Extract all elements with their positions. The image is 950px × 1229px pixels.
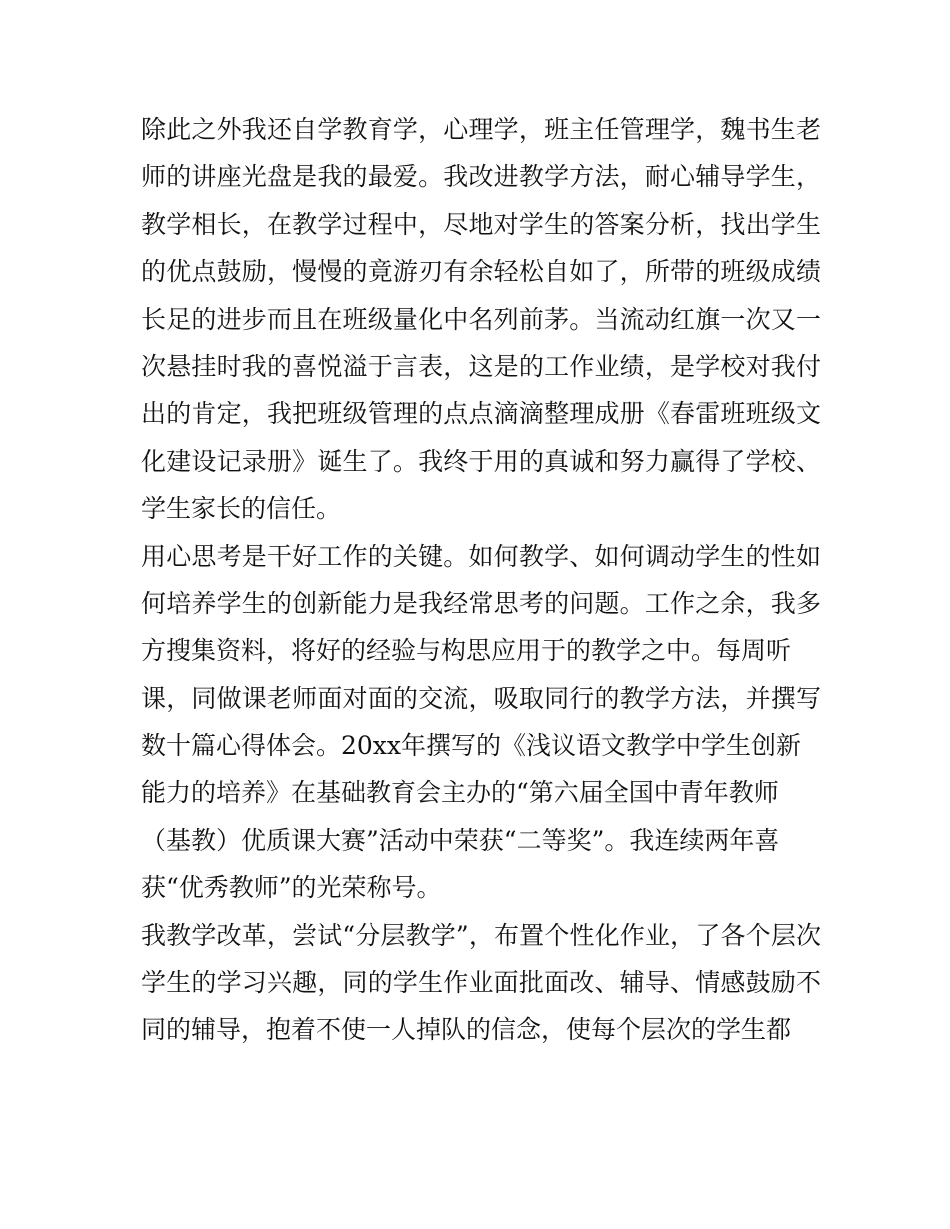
text-line: 除此之外我还自学教育学，心理学，班主任管理学，魏书生老 bbox=[141, 115, 821, 144]
text-line: 学生家长的信任。 bbox=[141, 494, 342, 524]
text-line: 次悬挂时我的喜悦溢于言表，这是的工作业绩，是学校对我付 bbox=[141, 351, 821, 381]
text-line: 化建设记录册》诞生了。我终于用的真诚和努力赢得了学校、 bbox=[141, 446, 821, 476]
text-line: 获“优秀教师”的光荣称号。 bbox=[141, 873, 442, 903]
text-line: 同的辅导，抱着不使一人掉队的信念，使每个层次的学生都 bbox=[141, 1015, 792, 1045]
text-line: 课，同做课老师面对面的交流，吸取同行的教学方法，并撰写 bbox=[141, 683, 821, 713]
text-line: 何培养学生的创新能力是我经常思考的问题。工作之余，我多 bbox=[141, 588, 821, 618]
text-line: 教学相长，在教学过程中，尽地对学生的答案分析，找出学生 bbox=[141, 209, 821, 239]
text-line: 师的讲座光盘是我的最爱。我改进教学方法，耐心辅导学生， bbox=[141, 162, 821, 192]
text-line: 数十篇心得体会。20xx年撰写的《浅议语文教学中学生创新 bbox=[141, 731, 802, 761]
text-line: 方搜集资料，将好的经验与构思应用于的教学之中。每周听 bbox=[141, 636, 792, 666]
text-line: 长足的进步而且在班级量化中名列前茅。当流动红旗一次又一 bbox=[141, 304, 821, 334]
text-line: （基教）优质课大赛”活动中荣获“二等奖”。我连续两年喜 bbox=[141, 825, 780, 855]
text-line: 用心思考是干好工作的关键。如何教学、如何调动学生的性如 bbox=[141, 541, 821, 571]
text-line: 的优点鼓励，慢慢的竟游刃有余轻松自如了，所带的班级成绩 bbox=[141, 257, 821, 287]
text-line: 出的肯定，我把班级管理的点点滴滴整理成册《春雷班班级文 bbox=[141, 399, 821, 429]
text-line: 能力的培养》在基础教育会主办的“第六届全国中青年教师 bbox=[141, 778, 779, 808]
text-line: 学生的学习兴趣，同的学生作业面批面改、辅导、情感鼓励不 bbox=[141, 968, 821, 998]
text-line: 我教学改革，尝试“分层教学”，布置个性化作业，了各个层次 bbox=[141, 920, 821, 950]
document-body bbox=[141, 106, 821, 1054]
